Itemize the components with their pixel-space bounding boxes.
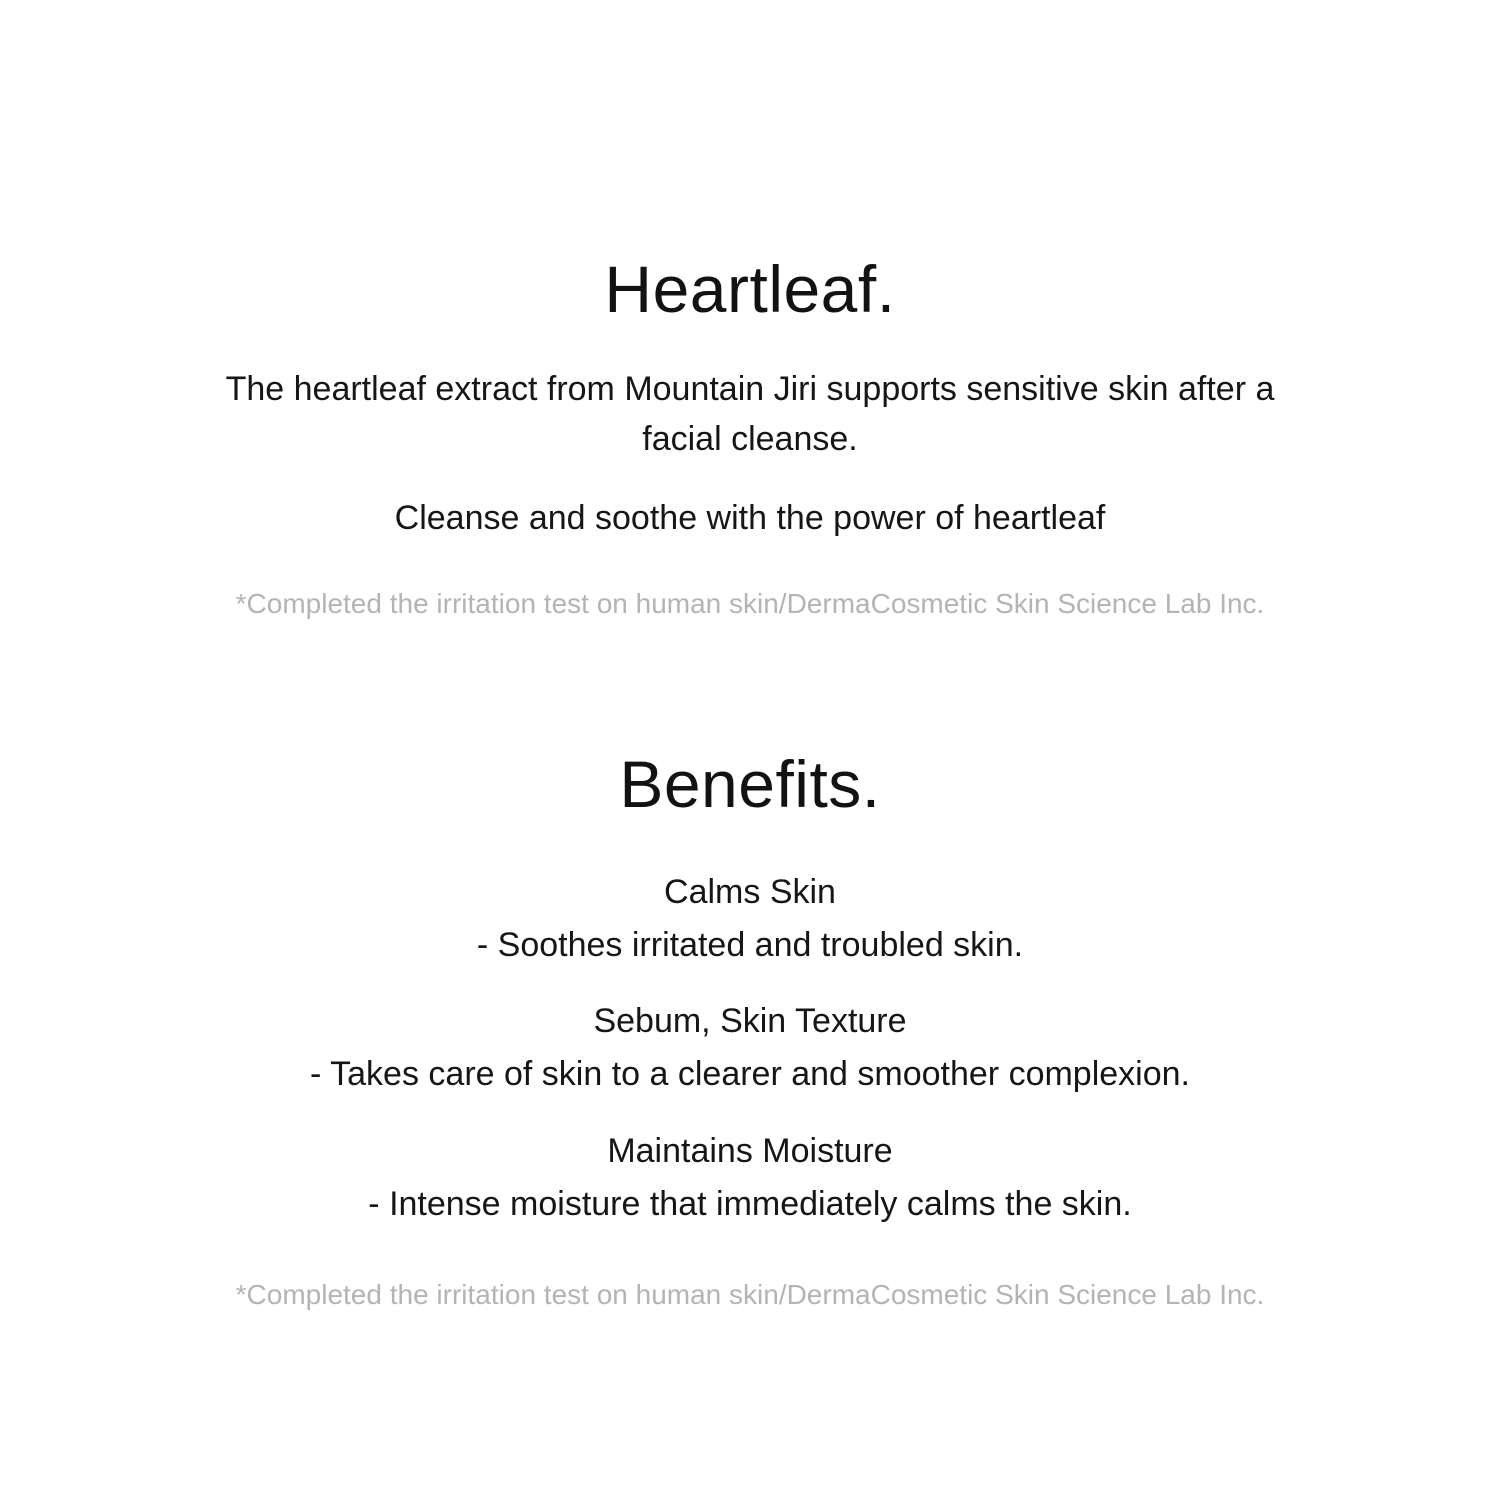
heartleaf-section <box>170 252 1330 623</box>
benefit-description: - Intense moisture that immediately calms the skin. <box>368 1184 1132 1223</box>
content-column <box>170 252 1330 1313</box>
heartleaf-section-title: Heartleaf. <box>604 252 896 326</box>
benefits-disclaimer: *Completed the irritation test on human skin/DermaCosmetic Skin Science Lab Inc. <box>235 1278 1265 1310</box>
benefit-item <box>170 995 1330 1101</box>
benefit-description: - Takes care of skin to a clearer and smoother complexion. <box>309 1055 1190 1094</box>
benefit-name: Sebum, Skin Texture <box>593 1002 907 1041</box>
heartleaf-description: The heartleaf extract from Mountain Jiri supports sensitive skin after a facial cleanse. <box>225 369 1275 459</box>
benefit-description: - Soothes irritated and troubled skin. <box>476 926 1024 965</box>
heartleaf-disclaimer: *Completed the irritation test on human skin/DermaCosmetic Skin Science Lab Inc. <box>235 588 1265 620</box>
benefit-name: Calms Skin <box>664 873 836 912</box>
benefit-item <box>170 1125 1330 1231</box>
benefit-item <box>170 866 1330 972</box>
heartleaf-tagline: Cleanse and soothe with the power of heartleaf <box>394 498 1106 537</box>
benefit-name: Maintains Moisture <box>607 1131 893 1170</box>
benefits-section <box>170 747 1330 1313</box>
benefits-section-title: Benefits. <box>619 746 881 821</box>
